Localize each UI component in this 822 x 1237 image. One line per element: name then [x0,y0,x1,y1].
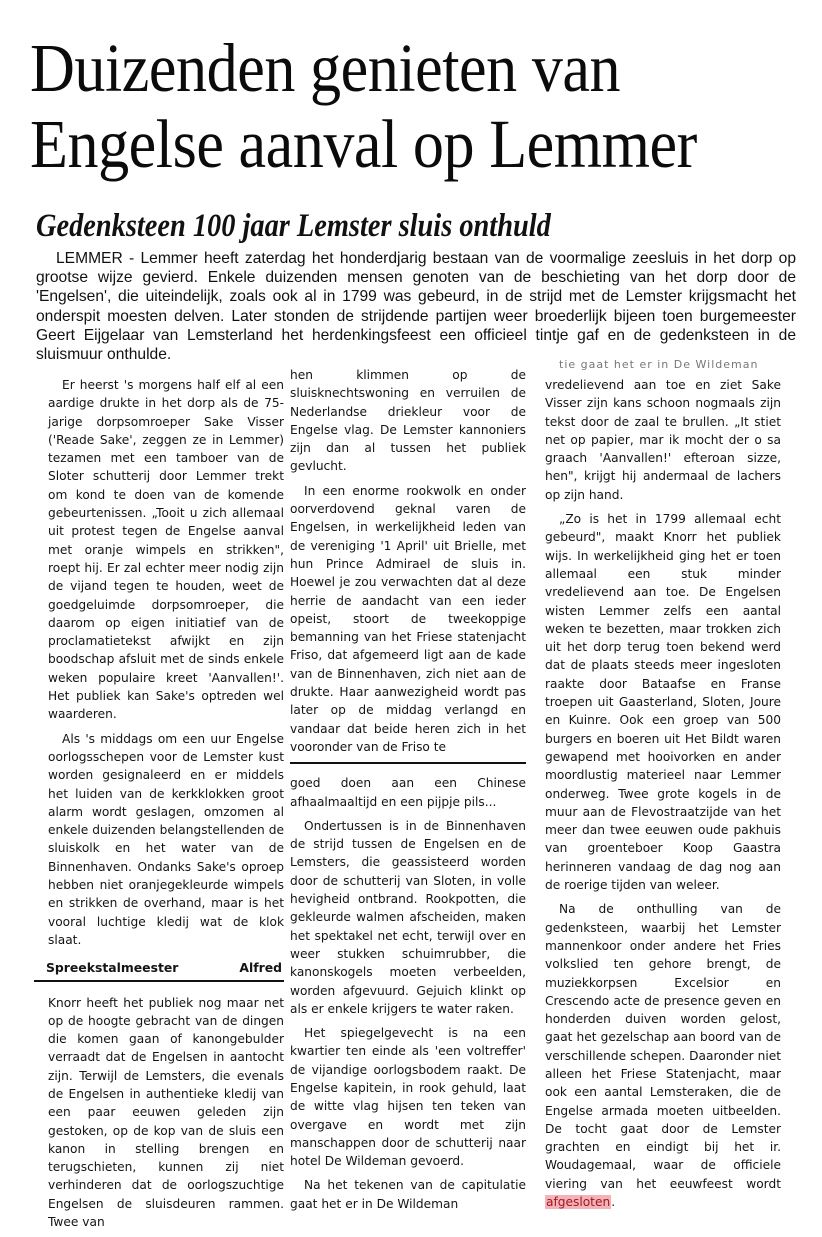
paragraph: „Zo is het in 1799 allemaal echt gebeurd", maakt Knorr het publiek wijs. In werkelijkheid ging het er toen allemaal een stuk minder vredelievend aan toe. De Engelsen wisten Lemmer zelfs een aantal weken te bezetten, maar trokken zich uit het dorp terug toen bekend werd dat de plaats steeds meer ingesloten raakte door Bataafse en Franse troepen uit Gaasterland, Sloten, Joure en Kuinre. Ook een groep van 500 burgers en boeren uit Het Bildt waren gewapend met hooivorken en ander moordlustig materieel naar Lemmer onderweg. Twee grote kogels in de muur aan de Flevostraatzijde van het meer dan twee eeuwen oude pakhuis van groenteboer Koop Gaastra herinneren vandaag de dag nog aan de roerige tijden van weleer. [545,512,781,893]
paragraph: goed doen aan een Chinese afhaalmaaltijd en een pijpje pils... [290,776,526,809]
paragraph: Na het tekenen van de capitulatie gaat het er in De Wildeman [290,1178,526,1211]
paragraph: Het spiegelgevecht is na een kwartier ten einde als 'een voltreffer' de vijandige oorlogsbodem raakt. De Engelse kapitein, in rook gehuld, laat de witte vlag hijsen ten teken van overgave en wordt met zijn manschappen door de schutterij naar hotel De Wildeman gevoerd. [290,1026,526,1169]
intertitle-left: Spreekstalmeester [46,960,179,976]
column-3 [545,360,781,1217]
paragraph: vredelievend aan toe en ziet Sake Visser zijn kans schoon nogmaals zijn tekst door de zaal te brullen. „It stiet net op papier, mar ik mocht der o sa graach 'Aanvallen!' efteroan sizze, hen", krijgt hij andermaal de lachers op zijn hand. [545,378,781,502]
paragraph: In een enorme rookwolk en onder oorverdovend geknal varen de Engelsen, in werkelijkheid leden van de vereniging '1 April' uit Brielle, met hun Prince Admirael de sluis in. Hoewel je zou verwachten dat al deze herrie de aandacht van een ieder opeist, stoort de tweekoppige bemanning van het Friese statenjacht Friso, dat afgemeerd ligt aan de kade van de Binnenhaven, zich niet aan de drukte. Haar aanwezigheid wordt pas later op de middag verlangd en vandaar dat beide heren zich in het vooronder van de Friso te [290,483,526,754]
headline [30,30,732,182]
lead-paragraph: LEMMER - Lemmer heeft zaterdag het honderdjarig bestaan van de voormalige zeesluis in het dorp op grootse wijze gevierd. Enkele duizenden mensen genoten van de beschieting van het dorp door de 'Engelsen', die uiteindelijk, zoals ook al in 1799 was gebeurd, in de strijd met de Lemster krijgsmacht het onderspit moesten delven. Later stonden de strijdende partijen weer broederlijk bijeen toen burgemeester Geert Eijgelaar van Lemsterland het herdenkingsfeest een officieel tintje gaf en de gedenksteen in de sluismuur onthulde. [36,250,796,364]
headline-line-2: Engelse aanval op Lemmer [30,106,697,182]
paragraph: Ondertussen is in de Binnenhaven de strijd tussen de Engelsen en de Lemsters, die geassisteerd worden door de schutterij van Sloten, in volle hevigheid ontbrand. Rookpotten, die gekleurde walmen afscheiden, maken het spektakel net echt, terwijl over en weer stukken schuimrubber, die kanonskogels moeten verbeelden, worden afgevuurd. Gejuich klinkt op als er enkele krijgers te water raken. [290,818,526,1016]
final-text: Na de onthulling van de gedenksteen, waarbij het Lemster mannenkoor onder andere het Fries volkslied ten gehore brengt, de muziekkorpsen Excelsior en Crescendo acte de presence geven en honderden duiven worden gelost, gaat het gezelschap aan boord van de verschillende schepen. Daaronder niet alleen het Friese Statenjacht, maar ook een aantal Lemsteraken, die de Engelse armada moeten uitbeelden. De tocht gaat door de Lemster grachten en eindigt bij het ir. Woudagemaal, waar de officiele viering van het eeuwfeest wordt [545,902,781,1191]
paragraph-final [545,900,781,1211]
paragraph: hen klimmen op de sluisknechtswoning en verruilen de Nederlandse driekleur voor de Engelse vlag. De Lemster kannoniers zijn dan al tussen het publiek gevlucht. [290,368,526,474]
column-1 [48,376,284,1237]
intertitle-right: Alfred [239,960,282,976]
highlighted-word[interactable]: afgesloten [546,1195,611,1210]
cut-off-line: tie gaat het er in De Wildeman [559,360,759,370]
paragraph: Als 's middags om een uur Engelse oorlogsschepen voor de Lemster kust worden gesignaleerd en er middels het luiden van de kerkklokken groot alarm wordt geslagen, omzomen al enkele duizenden belangstellenden de sluiskolk en het water van de Binnenhaven. Ondanks Sake's oproep hebben niet oranjegekleurde wimpels en strikken de overhand, maar is het vooral luchtige kledij wat de klok slaat. [48,731,284,947]
paragraph: Er heerst 's morgens half elf al een aardige drukte in het dorp als de 75-jarige dorpsomroeper Sake Visser ('Reade Sake', zeggen ze in Lemmer) tezamen met een tamboer van de Sloter schutterij door Lemmer trekt om kond te doen van de komende gebeurtenissen. „Tooit u zich allemaal uit protest tegen de Engelse aanval met oranje wimpels en strikken", roept hij. Er zal echter meer nodig zijn de vijand tegen te houden, weet de goedgeluimde dorpsomroeper, die daarom op eigen initiatief van de proclamatietekst afwijkt en zijn boodschap afsluit met de sinds enkele weken populaire kreet 'Aanvallen!'. Het publiek kan Sake's optreden wel waarderen. [48,378,284,722]
final-punct: . [611,1195,616,1210]
column-divider-rule [290,762,526,764]
intertitle [34,955,284,981]
column-2 [290,366,526,1219]
paragraph: Knorr heeft het publiek nog maar net op de hoogte gebracht van de dingen die komen gaan of kanongebulder verraadt dat de Engelsen in aantocht zijn. Terwijl de Lemsters, die evenals de Engelsen in authentieke kledij van een paar eeuwen geleden zijn gestoken, op de kop van de sluis een kanon in stelling brengen en terugschieten, kunnen zij niet verhinderen dat de oorlogszuchtige Engelsen de sluisdeuren rammen. Twee van [48,995,284,1230]
headline-line-1: Duizenden genieten van [30,30,621,106]
subheadline: Gedenksteen 100 jaar Lemster sluis onthuld [36,208,551,244]
